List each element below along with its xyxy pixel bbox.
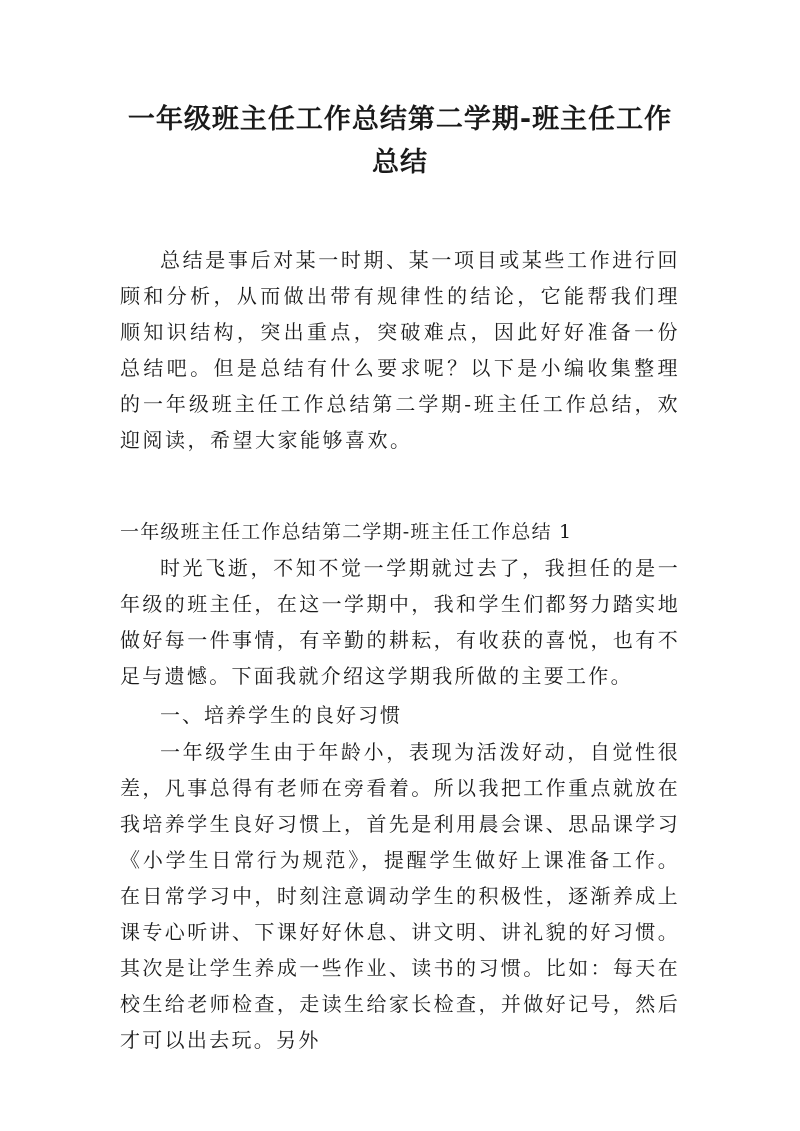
body-paragraph-1: 时光飞逝，不知不觉一学期就过去了，我担任的是一年级的班主任，在这一学期中，我和学生们都努力踏实地做好每一件事情，有辛勤的耕耘，有收获的喜悦，也有不足与遗憾。下面我就介绍这学期我所做的主要工作。	[120, 556, 680, 688]
intro-paragraph: 总结是事后对某一时期、某一项目或某些工作进行回顾和分析，从而做出带有规律性的结论，它能帮我们理顺知识结构，突出重点，突破难点，因此好好准备一份总结吧。但是总结有什么要求呢？以下是小编收集整理的一年级班主任工作总结第二学期-班主任工作总结，欢迎阅读，希望大家能够喜欢。	[120, 248, 680, 452]
body-paragraph-2: 一年级学生由于年龄小，表现为活泼好动，自觉性很差，凡事总得有老师在旁看着。所以我把工作重点就放在我培养学生良好习惯上，首先是利用晨会课、思品课学习《小学生日常行为规范》，提醒学生做好上课准备工作。在日常学习中，时刻注意调动学生的积极性，逐渐养成上课专心听讲、下课好好休息、讲文明、讲礼貌的好习惯。其次是让学生养成一些作业、读书的习惯。比如：每天在校生给老师检查，走读生给家长检查，并做好记号，然后才可以出去玩。另外	[120, 740, 680, 1052]
section-heading: 一年级班主任工作总结第二学期-班主任工作总结 1	[120, 521, 573, 543]
sub-heading-1: 一、培养学生的良好习惯	[160, 703, 402, 727]
document-title: 一年级班主任工作总结第二学期-班主任工作总结	[127, 104, 673, 178]
